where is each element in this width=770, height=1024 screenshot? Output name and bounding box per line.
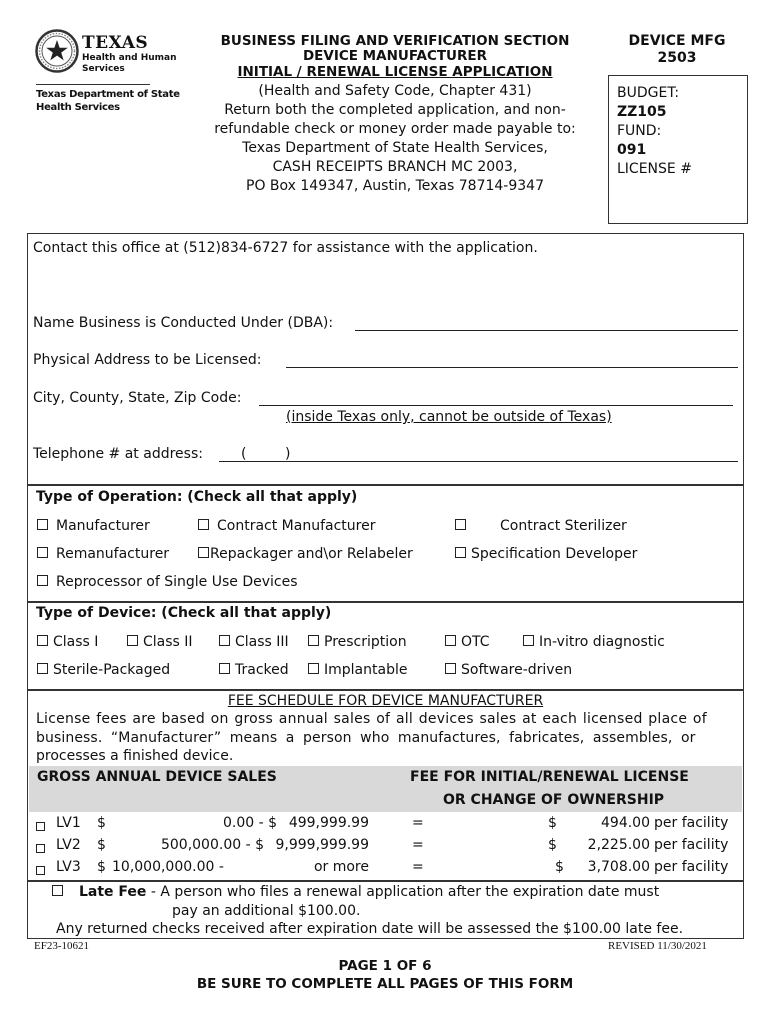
header-return-line1: Return both the completed application, and non-	[224, 102, 566, 118]
address-label: Physical Address to be Licensed:	[33, 352, 262, 368]
device-title: Type of Device: (Check all that apply)	[36, 605, 332, 621]
fee-title: FEE SCHEDULE FOR DEVICE MANUFACTURER	[227, 693, 544, 709]
checkbox-icon[interactable]	[37, 635, 48, 646]
fee-desc-line1: License fees are based on gross annual sales of all devices sales at each licensed place of	[36, 711, 707, 727]
op-contract-sterilizer-label: Contract Sterilizer	[500, 518, 627, 534]
footer-note: BE SURE TO COMPLETE ALL PAGES OF THIS FORM	[196, 976, 574, 992]
fee-dollar: $	[548, 837, 557, 853]
fee-low: 0.00 - $	[222, 815, 277, 831]
fee-low: 10,000,000.00 -	[112, 859, 224, 875]
fee-eq: =	[412, 815, 424, 831]
checkbox-icon[interactable]	[52, 885, 63, 896]
checkbox-icon[interactable]	[198, 547, 209, 558]
checkbox-icon[interactable]	[37, 519, 48, 530]
city-input[interactable]	[259, 391, 733, 406]
checkbox-icon[interactable]	[37, 663, 48, 674]
budget-value: ZZ105	[617, 104, 667, 120]
dev-sterile[interactable]: Sterile-Packaged	[37, 662, 170, 678]
op-spec-developer[interactable]: Specification Developer	[455, 546, 637, 562]
header-payee: Texas Department of State Health Services,	[242, 140, 548, 156]
form-id: EF23-10621	[34, 940, 89, 952]
page-number: PAGE 1 OF 6	[338, 958, 432, 974]
phone-paren-open: (	[241, 446, 247, 462]
header-subtitle: DEVICE MANUFACTURER	[302, 48, 488, 64]
checkbox-icon[interactable]	[523, 635, 534, 646]
header-section-title: BUSINESS FILING AND VERIFICATION SECTION	[220, 33, 570, 49]
header-statute: (Health and Safety Code, Chapter 431)	[258, 83, 532, 99]
budget-label: BUDGET:	[617, 85, 680, 101]
fee-desc-line3: processes a finished device.	[36, 748, 234, 764]
fee-level: LV3	[56, 859, 81, 875]
checkbox-icon[interactable]	[37, 547, 48, 558]
dev-class2[interactable]: Class II	[127, 634, 193, 650]
city-note: (inside Texas only, cannot be outside of Texas)	[286, 409, 612, 425]
fee-eq: =	[412, 859, 424, 875]
contact-text: Contact this office at (512)834-6727 for assistance with the application.	[33, 240, 538, 256]
logo-dept-line2: Health Services	[36, 102, 120, 113]
late-fee-text: - A person who files a renewal application after the expiration date must	[146, 884, 660, 900]
op-reprocessor[interactable]: Reprocessor of Single Use Devices	[37, 574, 298, 590]
fee-dollar: $	[97, 859, 106, 875]
fee-level: LV1	[56, 815, 81, 831]
logo-divider	[36, 84, 150, 85]
dba-label: Name Business is Conducted Under (DBA):	[33, 315, 334, 331]
fee-high: or more	[313, 859, 369, 875]
phone-paren-close: )	[285, 446, 291, 462]
checkbox-icon[interactable]	[455, 519, 466, 530]
fee-unit: per facility	[654, 815, 729, 831]
checkbox-icon[interactable]	[198, 519, 209, 530]
fee-level: LV2	[56, 837, 81, 853]
fee-unit: per facility	[654, 837, 729, 853]
fee-unit: per facility	[654, 859, 729, 875]
dev-tracked[interactable]: Tracked	[219, 662, 289, 678]
fee-col-fee-line1: FEE FOR INITIAL/RENEWAL LICENSE	[410, 769, 689, 785]
address-input[interactable]	[286, 353, 738, 368]
fee-col-sales: GROSS ANNUAL DEVICE SALES	[37, 769, 277, 785]
late-fee-label: Late Fee	[79, 884, 147, 900]
dev-otc[interactable]: OTC	[445, 634, 490, 650]
fee-amount: 494.00	[601, 815, 650, 831]
checkbox-icon[interactable]	[219, 635, 230, 646]
dev-implantable[interactable]: Implantable	[308, 662, 407, 678]
late-fee-line2: pay an additional $100.00.	[172, 903, 361, 919]
fee-dollar: $	[548, 815, 557, 831]
fee-dollar: $	[555, 859, 564, 875]
logo-line2: Services	[82, 64, 125, 74]
operation-title: Type of Operation: (Check all that apply)	[36, 489, 358, 505]
phone-label: Telephone # at address:	[33, 446, 203, 462]
fee-eq: =	[412, 837, 424, 853]
op-repackager[interactable]: Repackager and\or Relabeler	[198, 546, 413, 562]
late-fee-line1[interactable]	[52, 884, 659, 900]
fee-high: 9,999,999.99	[275, 837, 369, 853]
fund-label: FUND:	[617, 123, 662, 139]
phone-input[interactable]	[219, 447, 738, 462]
op-contract-sterilizer-checkbox[interactable]	[455, 518, 474, 534]
dev-class1[interactable]: Class I	[37, 634, 98, 650]
fee-dollar: $	[97, 815, 106, 831]
checkbox-icon[interactable]	[308, 635, 319, 646]
checkbox-icon[interactable]	[37, 575, 48, 586]
dba-input[interactable]	[355, 316, 738, 331]
logo-dept-line1: Texas Department of State	[36, 89, 180, 100]
fee-amount: 3,708.00	[587, 859, 650, 875]
header-return-line2: refundable check or money order made payable to:	[214, 121, 576, 137]
fund-value: 091	[617, 142, 647, 158]
city-label: City, County, State, Zip Code:	[33, 390, 242, 406]
checkbox-icon[interactable]	[219, 663, 230, 674]
checkbox-icon[interactable]	[455, 547, 466, 558]
header-po-box: PO Box 149347, Austin, Texas 78714-9347	[246, 178, 544, 194]
texas-seal-icon	[35, 29, 79, 73]
logo-line1: Health and Human	[82, 53, 177, 63]
revised-date: REVISED 11/30/2021	[608, 940, 707, 952]
checkbox-icon[interactable]	[36, 844, 45, 853]
header-branch: CASH RECEIPTS BRANCH MC 2003,	[272, 159, 518, 175]
op-remanufacturer[interactable]: Remanufacturer	[37, 546, 169, 562]
device-mfg-number: 2503	[657, 50, 697, 66]
op-contract-manufacturer[interactable]: Contract Manufacturer	[198, 518, 375, 534]
checkbox-icon[interactable]	[36, 822, 45, 831]
checkbox-icon[interactable]	[445, 635, 456, 646]
dev-invitro[interactable]: In-vitro diagnostic	[523, 634, 665, 650]
checkbox-icon[interactable]	[127, 635, 138, 646]
dev-class3[interactable]: Class III	[219, 634, 289, 650]
device-mfg-title: DEVICE MFG	[628, 33, 726, 49]
fee-high: 499,999.99	[288, 815, 369, 831]
checkbox-icon[interactable]	[445, 663, 456, 674]
late-fee-line3: Any returned checks received after expiration date will be assessed the $100.00 late fee.	[56, 921, 684, 937]
dev-software[interactable]: Software-driven	[445, 662, 572, 678]
checkbox-icon[interactable]	[308, 663, 319, 674]
fee-low: 500,000.00 - $	[160, 837, 264, 853]
dev-prescription[interactable]: Prescription	[308, 634, 407, 650]
fee-col-fee-line2: OR CHANGE OF OWNERSHIP	[443, 792, 665, 808]
checkbox-icon[interactable]	[36, 866, 45, 875]
fee-dollar: $	[97, 837, 106, 853]
op-manufacturer[interactable]: Manufacturer	[37, 518, 150, 534]
header-form-title: INITIAL / RENEWAL LICENSE APPLICATION	[237, 64, 553, 80]
license-label: LICENSE #	[617, 161, 692, 177]
logo-title: TEXAS	[82, 33, 149, 53]
fee-desc-line2: business. “Manufacturer” means a person who manufactures, fabricates, assembles, or	[36, 730, 696, 746]
fee-amount: 2,225.00	[587, 837, 650, 853]
